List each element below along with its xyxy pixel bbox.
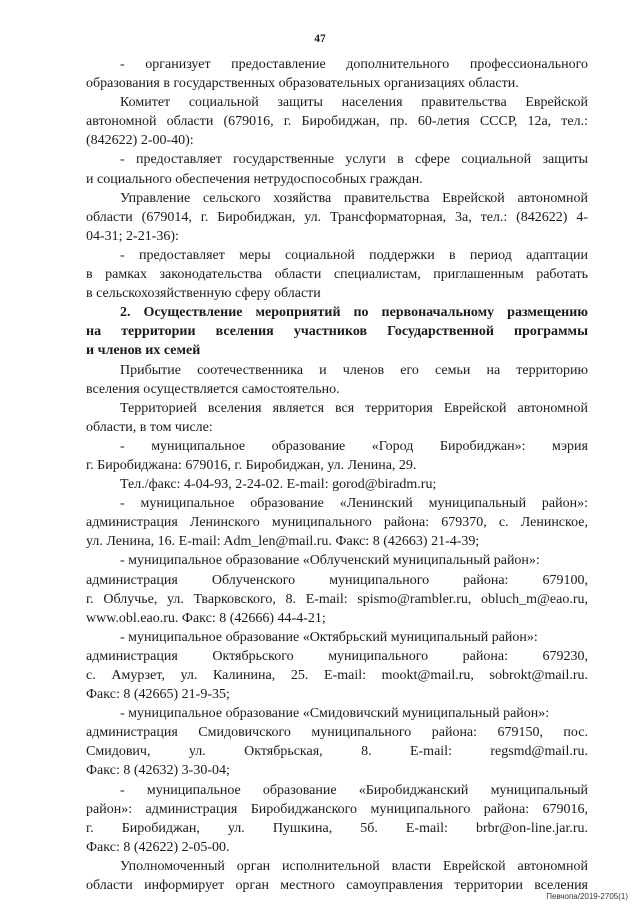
text-line: в сельскохозяйственную сферу области	[86, 286, 321, 302]
text-line: район»: администрация Биробиджанского муниципального района: 679016,	[86, 801, 588, 817]
paragraph	[86, 475, 588, 494]
paragraph	[86, 55, 588, 93]
text-line: области, в том числе:	[86, 419, 213, 435]
text-line: Факс: 8 (42665) 21-9-35;	[86, 687, 230, 703]
paragraph	[86, 437, 588, 475]
text-line: ул. Ленина, 16. E-mail: Adm_len@mail.ru. Факс: 8 (42663) 21-4-39;	[86, 534, 480, 550]
text-line: Территорией вселения является вся территория Еврейской автономной	[120, 400, 588, 416]
text-line: администрация Смидовичского муниципального района: 679150, пос.	[86, 725, 588, 741]
text-line: (842622) 2-00-40):	[86, 133, 194, 149]
text-line: в рамках законодательства области специалистам, приглашенным работать	[86, 267, 588, 283]
text-line: Смидович, ул. Октябрьская, 8. E-mail: regsmd@mail.ru.	[86, 744, 588, 760]
text-line: Управление сельского хозяйства правительства Еврейской автономной	[120, 190, 588, 206]
text-line: 2. Осуществление мероприятий по первоначальному размещению	[120, 305, 588, 321]
text-line: - организует предоставление дополнительного профессионального	[120, 57, 588, 72]
page-number: 47	[314, 33, 326, 45]
text-line: г. Биробиджана: 679016, г. Биробиджан, ул. Ленина, 29.	[86, 457, 417, 473]
text-line: www.obl.eao.ru. Факс: 8 (42666) 44-4-21;	[86, 610, 326, 626]
text-line: Тел./факс: 4-04-93, 2-24-02. E-mail: gorod@biradm.ru;	[120, 477, 437, 493]
text-line: на территории вселения участников Государственной программы	[86, 324, 588, 340]
text-line: - предоставляет государственные услуги в сфере социальной защиты	[120, 152, 588, 168]
paragraph	[86, 551, 588, 627]
text-line: образования в государственных образовательных организациях области.	[86, 76, 519, 92]
text-line: администрация Октябрьского муниципального района: 679230,	[86, 648, 588, 664]
paragraph	[86, 361, 588, 399]
text-line: - муниципальное образование «Облученский муниципальный район»:	[120, 553, 540, 569]
paragraph	[86, 857, 588, 895]
text-line: автономной области (679016, г. Биробиджан, пр. 60-летия СССР, 12а, тел.:	[86, 114, 588, 130]
section-heading	[86, 303, 588, 360]
document-body	[86, 55, 588, 895]
text-line: Уполномоченный орган исполнительной власти Еврейской автономной	[120, 858, 588, 874]
text-line: - муниципальное образование «Город Биробиджан»: мэрия	[120, 438, 588, 454]
paragraph	[86, 93, 588, 150]
text-line: администрация Облученского муниципального района: 679100,	[86, 572, 588, 588]
text-line: и социального обеспечения нетрудоспособных граждан.	[86, 171, 423, 187]
paragraph	[86, 494, 588, 551]
paragraph	[86, 704, 588, 780]
text-line: Прибытие соотечественника и членов его семьи на территорию	[120, 362, 588, 378]
text-line: г. Облучье, ул. Тварковского, 8. E-mail: spismo@rambler.ru, obluch_m@eao.ru,	[86, 591, 588, 607]
text-line: Комитет социальной защиты населения правительства Еврейской	[120, 95, 588, 111]
text-line: и членов их семей	[86, 343, 201, 359]
paragraph	[86, 781, 588, 857]
paragraph	[86, 246, 588, 303]
text-line: области (679014, г. Биробиджан, ул. Трансформаторная, 3а, тел.: (842622) 4-	[86, 209, 588, 225]
paragraph	[86, 399, 588, 437]
paragraph	[86, 150, 588, 188]
text-line: - муниципальное образование «Смидовичский муниципальный район»:	[120, 706, 550, 722]
text-line: - муниципальное образование «Ленинский муниципальный район»:	[120, 496, 588, 512]
text-line: с. Амурзет, ул. Калинина, 25. E-mail: mookt@mail.ru, sobrokt@mail.ru.	[86, 668, 588, 683]
text-line: Факс: 8 (42622) 2-05-00.	[86, 839, 230, 855]
text-line: вселения осуществляется самостоятельно.	[86, 381, 340, 397]
text-line: администрация Ленинского муниципального района: 679370, с. Ленинское,	[86, 515, 588, 531]
paragraph	[86, 628, 588, 704]
paragraph	[86, 189, 588, 246]
text-line: области информирует орган местного самоуправления территории вселения	[86, 878, 588, 894]
text-line: Факс: 8 (42632) 3-30-04;	[86, 763, 230, 779]
text-line: - муниципальное образование «Биробиджанский муниципальный	[120, 782, 588, 798]
text-line: 04-31; 2-21-36):	[86, 228, 179, 244]
text-line: г. Биробиджан, ул. Пушкина, 5б. E-mail: brbr@on-line.jar.ru.	[86, 820, 588, 836]
footer-code: Пeвчoпa/2019-2705(1)	[546, 892, 628, 901]
text-line: - предоставляет меры социальной поддержки в период адаптации	[120, 247, 588, 263]
text-line: - муниципальное образование «Октябрьский муниципальный район»:	[120, 629, 538, 645]
